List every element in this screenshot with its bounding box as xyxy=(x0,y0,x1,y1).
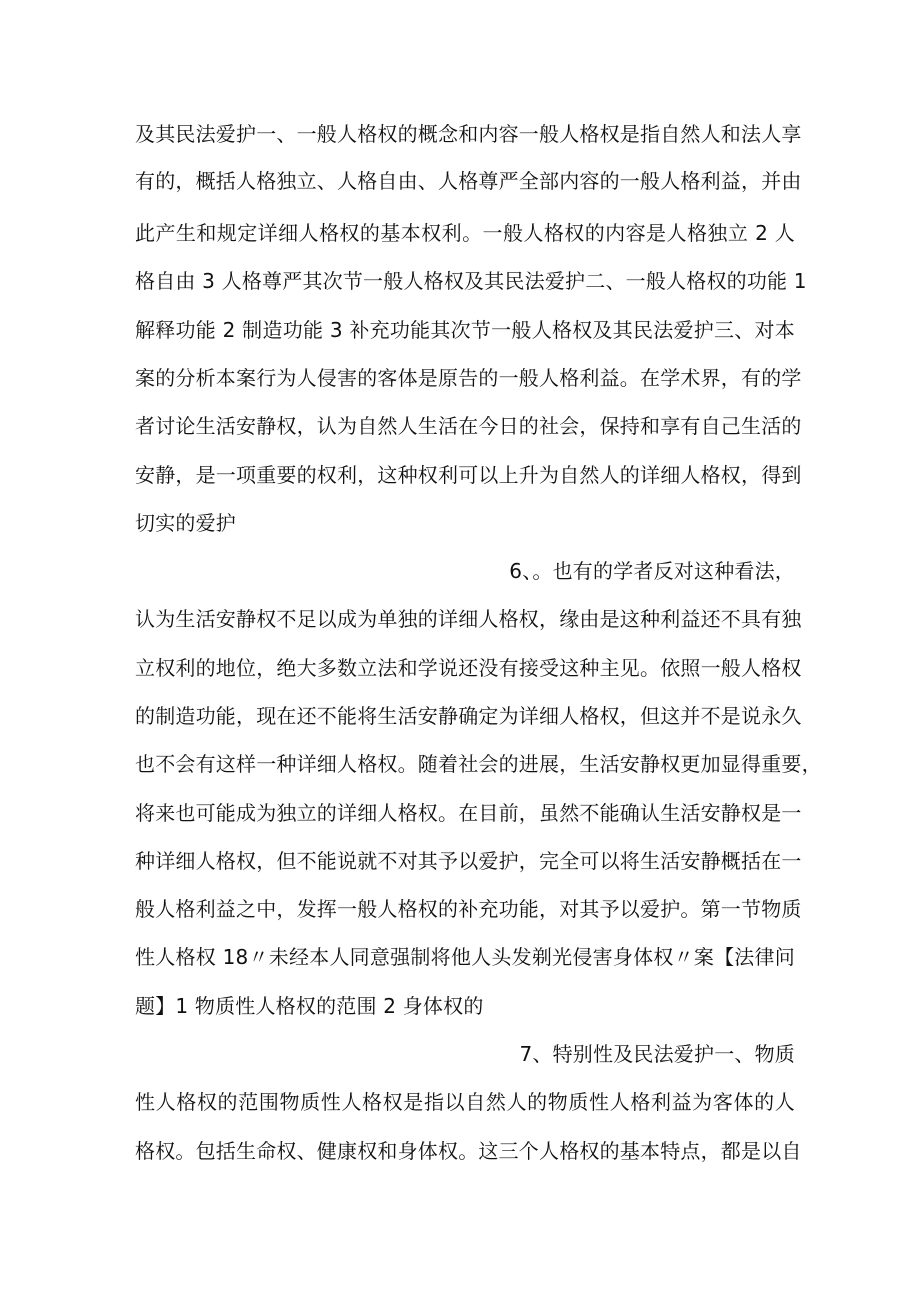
text-line: 者讨论生活安静权，认为自然人生活在今日的社会，保持和享有自己生活的 xyxy=(135,414,802,438)
text-line: 安静，是一项重要的权利，这种权利可以上升为自然人的详细人格权，得到 xyxy=(135,463,802,487)
paragraph-heading-7: 7、特别性及民法爱护一、物质 xyxy=(519,1042,795,1066)
text-line: 将来也可能成为独立的详细人格权。在目前，虽然不能确认生活安静权是一 xyxy=(135,801,802,825)
text-line: 此产生和规定详细人格权的基本权利。一般人格权的内容是人格独立 2 人 xyxy=(135,221,795,245)
text-line: 格自由 3 人格尊严其次节一般人格权及其民法爱护二、一般人格权的功能 1 xyxy=(135,269,807,293)
text-line: 的制造功能，现在还不能将生活安静确定为详细人格权，但这并不是说永久 xyxy=(135,704,802,728)
text-line: 格权。包括生命权、健康权和身体权。这三个人格权的基本特点，都是以自 xyxy=(135,1139,802,1163)
text-line: 切实的爱护 xyxy=(135,511,236,535)
text-line: 般人格利益之中，发挥一般人格权的补充功能，对其予以爱护。第一节物质 xyxy=(135,897,802,921)
text-line: 解释功能 2 制造功能 3 补充功能其次节一般人格权及其民法爱护三、对本 xyxy=(135,318,795,342)
text-line: 种详细人格权，但不能说就不对其予以爱护，完全可以将生活安静概括在一 xyxy=(135,849,802,873)
text-line: 认为生活安静权不足以成为单独的详细人格权，缘由是这种利益还不具有独 xyxy=(135,607,802,631)
text-line: 题】1 物质性人格权的范围 2 身体权的 xyxy=(135,994,484,1018)
text-line: 及其民法爱护一、一般人格权的概念和内容一般人格权是指自然人和法人享 xyxy=(135,122,802,146)
paragraph-heading-6: 6、。也有的学者反对这种看法， xyxy=(509,559,795,583)
text-line: 有的，概括人格独立、人格自由、人格尊严全部内容的一般人格利益，并由 xyxy=(135,169,802,193)
text-line: 性人格权 18〃未经本人同意强制将他人头发剃光侵害身体权〃案【法律问 xyxy=(135,945,795,969)
text-line: 案的分析本案行为人侵害的客体是原告的一般人格利益。在学术界，有的学 xyxy=(135,366,802,390)
text-line: 也不会有这样一种详细人格权。随着社会的进展，生活安静权更加显得重要， xyxy=(135,752,822,776)
text-line: 立权利的地位，绝大多数立法和学说还没有接受这种主见。依照一般人格权 xyxy=(135,656,802,680)
text-line: 性人格权的范围物质性人格权是指以自然人的物质性人格利益为客体的人 xyxy=(135,1090,795,1114)
